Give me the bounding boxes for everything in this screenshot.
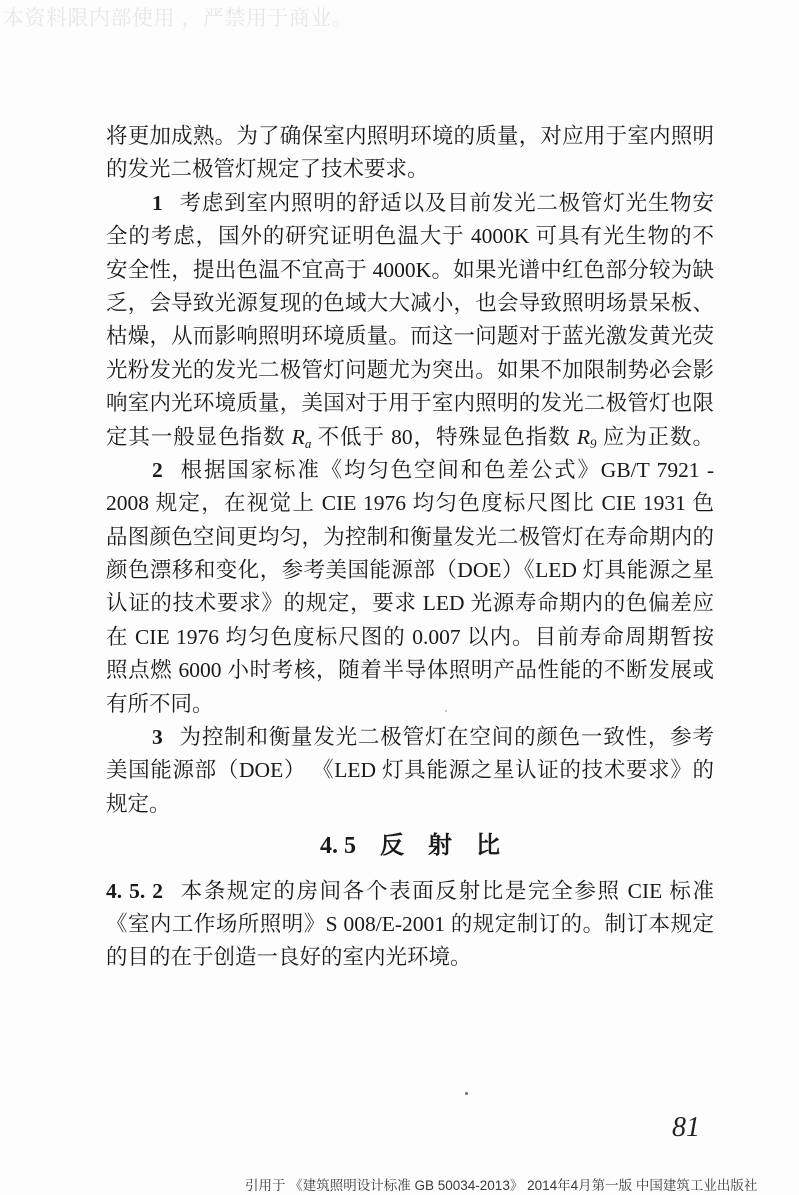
text-segment: 2008 规定，在视觉上 CIE 1976 均匀色度标尺图比 CIE 1931 色 <box>106 491 714 516</box>
text-line <box>106 721 714 754</box>
text-segment: 规定。 <box>106 791 171 816</box>
text-segment: 为控制和衡量发光二极管灯在空间的颜色一致性，参考 <box>178 725 714 750</box>
text-segment: 光粉发光的发光二极管灯问题尤为突出。如果不加限制势必会影 <box>106 357 714 382</box>
text-line <box>106 254 714 287</box>
text-line <box>106 621 714 654</box>
text-line <box>106 387 714 420</box>
text-segment: R <box>576 424 590 449</box>
section-heading: 4. 5 反 射 比 <box>320 833 500 860</box>
text-segment: 认证的技术要求》的规定，要求 LED 光源寿命期内的色偏差应 <box>106 591 714 616</box>
text-segment: 响室内光环境质量，美国对于用于室内照明的发光二极管灯也限 <box>106 391 714 416</box>
clause-number: 4. 5. 2 <box>106 878 164 903</box>
text-line <box>106 187 714 220</box>
text-segment: R <box>291 424 305 449</box>
clause-number: 2 <box>152 457 163 482</box>
text-line <box>106 654 714 687</box>
text-line <box>106 587 714 620</box>
text-segment: 乏，会导致光源复现的色域大大减小，也会导致照明场景呆板、 <box>106 290 714 315</box>
text-line <box>106 688 714 721</box>
scan-speck <box>445 710 447 712</box>
text-segment: 安全性，提出色温不宜高于 4000K。如果光谱中红色部分较为缺 <box>106 257 714 282</box>
text-segment: 全的考虑，国外的研究证明色温大于 4000K 可具有光生物的不 <box>106 224 714 249</box>
text-segment: 照点燃 6000 小时考核，随着半导体照明产品性能的不断发展或 <box>106 658 714 683</box>
text-segment: a <box>304 435 312 451</box>
text-line <box>106 554 714 587</box>
text-line <box>106 153 714 186</box>
text-segment: 应为正数。 <box>596 424 714 449</box>
text-segment: 的目的在于创造一良好的室内光环境。 <box>106 945 472 970</box>
text-segment: 有所不同。 <box>106 691 214 716</box>
text-segment: 颜色漂移和变化，参考美国能源部（DOE）《LED 灯具能源之星 <box>106 558 714 583</box>
text-line <box>106 454 714 487</box>
text-segment: 根据国家标准《均匀色空间和色差公式》GB/T 7921 - <box>178 457 714 482</box>
text-segment: 9 <box>589 435 597 451</box>
text-line <box>106 320 714 353</box>
text-segment: 的发光二极管灯规定了技术要求。 <box>106 157 429 182</box>
text-line <box>106 521 714 554</box>
text-line <box>106 354 714 387</box>
watermark-text: 本资料限内部使用 ，严禁用于商业。 <box>3 7 354 30</box>
text-line <box>106 120 714 153</box>
text-line <box>106 908 714 941</box>
text-line <box>106 487 714 520</box>
clause-number: 3 <box>152 725 163 750</box>
text-line <box>106 941 714 974</box>
text-segment: 美国能源部（DOE） 《LED 灯具能源之星认证的技术要求》的 <box>106 758 714 783</box>
document-body <box>106 120 714 975</box>
page-number: 81 <box>672 1112 700 1143</box>
text-line <box>106 287 714 320</box>
scan-speck <box>465 1092 468 1095</box>
text-segment: 品图颜色空间更均匀，为控制和衡量发光二极管灯在寿命期内的 <box>106 524 714 549</box>
text-line <box>106 754 714 787</box>
clause-number: 1 <box>152 190 163 215</box>
text-line <box>106 788 714 821</box>
text-segment: 将更加成熟。为了确保室内照明环境的质量，对应用于室内照明 <box>106 124 714 148</box>
citation-footer: 引用于 《建筑照明设计标准 GB 50034-2013》 2014年4月第一版 中国建筑工业出版社 <box>245 1178 758 1193</box>
text-segment: 定其一般显色指数 <box>106 424 292 449</box>
text-segment: 枯燥，从而影响照明环境质量。而这一问题对于蓝光激发黄光荧 <box>106 324 714 349</box>
text-line <box>106 875 714 908</box>
text-segment: 不低于 80，特殊显色指数 <box>311 424 577 449</box>
text-line <box>106 421 714 454</box>
text-segment: 在 CIE 1976 均匀色度标尺图的 0.007 以内。目前寿命周期暂按 <box>106 624 714 649</box>
text-line <box>106 220 714 253</box>
text-segment: 本条规定的房间各个表面反射比是完全参照 CIE 标准 <box>179 878 714 903</box>
text-segment: 考虑到室内照明的舒适以及目前发光二极管灯光生物安 <box>178 190 714 215</box>
text-segment: 《室内工作场所照明》S 008/E-2001 的规定制订的。制订本规定 <box>106 912 714 936</box>
